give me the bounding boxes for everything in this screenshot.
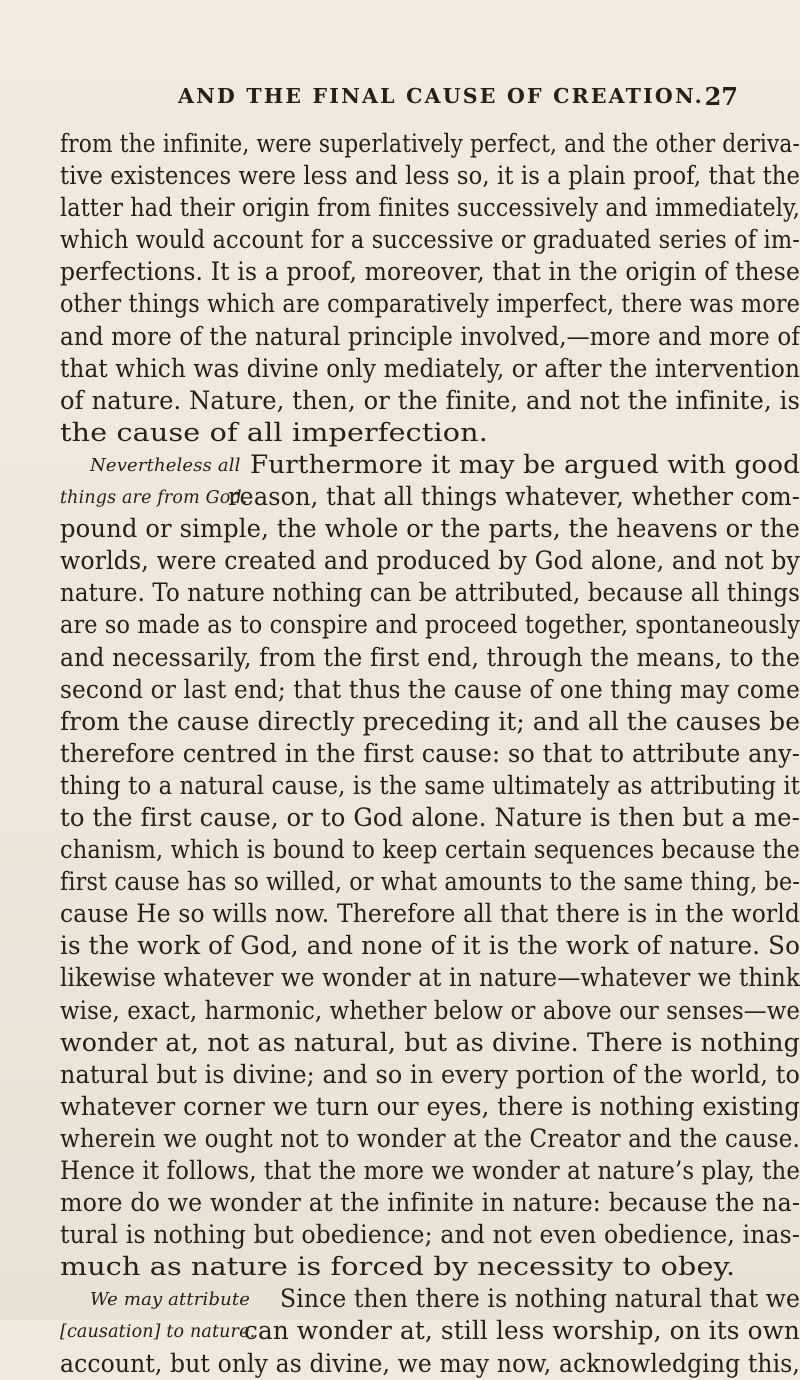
text-line: to the first cause, or to God alone. Nature is then but a me- — [60, 802, 800, 833]
text-line: wherein we ought not to wonder at the Creator and the cause. — [60, 1123, 800, 1154]
text-line: of nature. Nature, then, or the finite, and not the infinite, is — [60, 385, 800, 416]
text-line: Nevertheless all Furthermore it may be argued with good — [90, 449, 800, 480]
text-line: We may attribute Since then there is nothing natural that we — [90, 1284, 800, 1315]
text-line: first cause has so willed, or what amounts to the same thing, be- — [60, 867, 800, 898]
text-line: much as nature is forced by necessity to obey. — [60, 1252, 736, 1283]
text-line: account, but only as divine, we may now, acknowledging this, — [60, 1348, 800, 1379]
text-line: other things which are comparatively imperfect, there was more — [60, 289, 800, 320]
side-note: things are from God. — [60, 488, 248, 509]
text-line: whatever corner we turn our eyes, there is nothing existing — [60, 1091, 800, 1122]
text-line: latter had their origin from finites successively and immediately, — [60, 193, 800, 224]
running-head — [178, 84, 738, 114]
text-line: [causation] to nature. can wonder at, still less worship, on its own — [60, 1316, 800, 1347]
text-line: from the infinite, were superlatively perfect, and the other deriva- — [60, 129, 800, 159]
text-line: that which was divine only mediately, or after the intervention — [60, 353, 800, 384]
text-line: perfections. It is a proof, moreover, that in the origin of these — [60, 257, 800, 288]
text-line: therefore centred in the first cause: so that to attribute any- — [60, 738, 800, 769]
text-line: tural is nothing but obedience; and not even obedience, inas- — [60, 1220, 800, 1251]
side-note: Nevertheless all — [90, 454, 241, 476]
text-line: wonder at, not as natural, but as divine. There is nothing — [60, 1027, 800, 1058]
text-line: is the work of God, and none of it is the work of nature. So — [60, 931, 800, 962]
text-line: thing to a natural cause, is the same ultimately as attributing it — [60, 770, 800, 801]
text-line: tive existences were less and less so, it is a plain proof, that the — [60, 161, 800, 192]
text-line: chanism, which is bound to keep certain sequences because the — [60, 835, 800, 866]
text-line: likewise whatever we wonder at in nature—whatever we think — [60, 963, 800, 994]
text-line: cause He so wills now. Therefore all that there is in the world — [60, 899, 800, 930]
text-line: second or last end; that thus the cause of one thing may come — [60, 674, 800, 705]
text-line: pound or simple, the whole or the parts, the heavens or the — [60, 514, 800, 545]
text-line: from the cause directly preceding it; and all the causes be — [60, 706, 800, 737]
body-text — [60, 128, 800, 1380]
text-line: more do we wonder at the infinite in nature: because the na- — [60, 1188, 800, 1219]
text-line: nature. To nature nothing can be attributed, because all things — [60, 578, 800, 609]
text-line: natural but is divine; and so in every portion of the world, to — [60, 1059, 800, 1090]
text-line: and necessarily, from the first end, through the means, to the — [60, 642, 800, 673]
text-line: wise, exact, harmonic, whether below or above our senses—we — [60, 995, 800, 1026]
running-title: AND THE FINAL CAUSE OF CREATION. — [178, 84, 704, 108]
text-line: Hence it follows, that the more we wonder at nature’s play, the — [60, 1156, 800, 1186]
text-line: and more of the natural principle involved,—more and more of — [60, 321, 800, 352]
text-line: worlds, were created and produced by God alone, and not by — [60, 546, 800, 577]
page-number: 27 — [704, 82, 738, 111]
text-line: are so made as to conspire and proceed together, spontaneously — [60, 610, 800, 641]
text-line: the cause of all imperfection. — [60, 417, 488, 448]
text-line: things are from God. reason, that all things whatever, whether com- — [60, 482, 800, 513]
side-note: [causation] to nature. — [60, 1322, 256, 1343]
text-line: which would account for a successive or graduated series of im- — [60, 225, 800, 256]
side-note: We may attribute — [90, 1289, 251, 1311]
